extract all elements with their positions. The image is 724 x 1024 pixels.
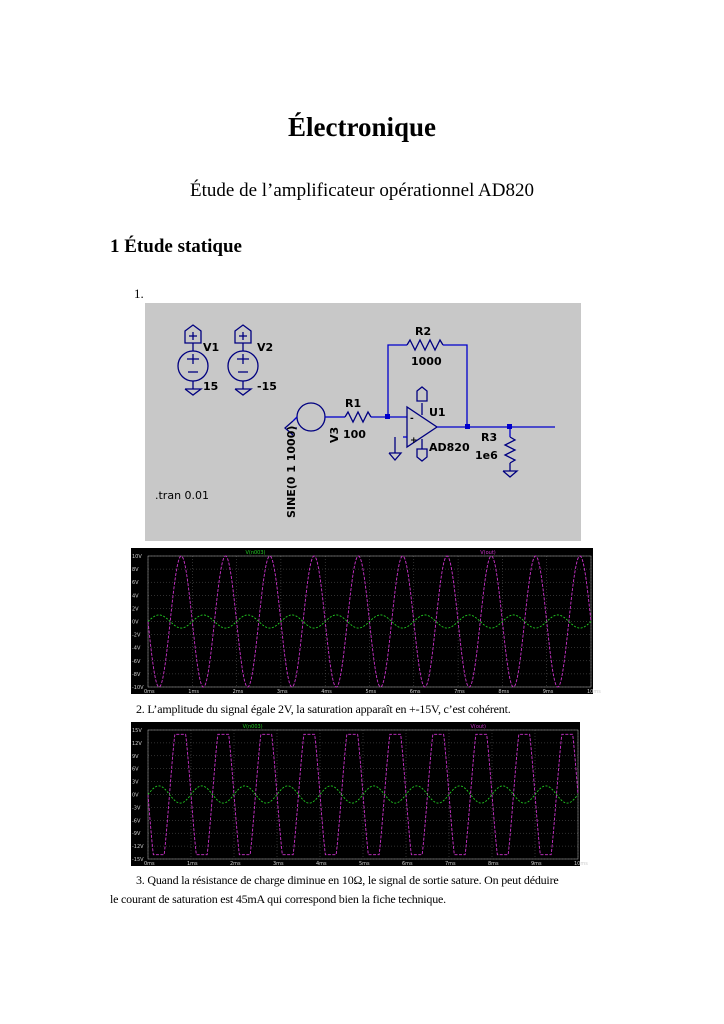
r1-label: R1 [345,397,362,410]
x-tick-label: 6ms [402,861,413,867]
y-tick-label: -3V [132,805,141,812]
opamp-u1 [389,387,470,461]
u1-label: U1 [429,406,446,419]
y-tick-label: -15V [132,857,144,863]
y-tick-label: 0V [132,792,139,799]
x-tick-label: 4ms [321,689,332,695]
x-tick-label: 5ms [359,861,370,867]
y-tick-label: 9V [132,753,139,760]
y-tick-label: -10V [132,685,144,691]
x-tick-label: 1ms [188,689,199,695]
x-tick-label: 2ms [232,689,244,695]
circuit-schematic [145,303,581,541]
x-tick-label: 9ms [542,689,554,695]
legend-output: V(out) [480,550,496,556]
x-tick-label: 7ms [454,689,465,695]
item-3-text-line-2: le courant de saturation est 45mA qui correspond bien la fiche technique. [110,892,446,906]
resistor-r2 [407,325,443,368]
r3-value: 1e6 [475,449,498,462]
item-2-text: 2. L’amplitude du signal égale 2V, la saturation apparaît en +-15V, c’est cohérent. [136,702,511,716]
voltage-source-v2 [228,325,277,395]
x-tick-label: 4ms [316,861,327,867]
y-tick-label: 8V [132,567,139,574]
v3-value: SINE(0 1 1000) [285,425,298,518]
item-number-1: 1. [134,286,144,301]
y-tick-label: -2V [132,632,141,639]
y-tick-label: 4V [132,593,139,600]
y-tick-label: -4V [132,645,141,652]
svg-text:-: - [410,414,414,424]
resistor-r3 [475,427,517,477]
legend-output: V(out) [470,724,487,730]
x-tick-label: 0ms [144,861,155,867]
x-tick-label: 6ms [409,689,421,695]
x-tick-label: 2ms [230,861,241,867]
legend-input: V(n003) [242,724,263,730]
document-subtitle: Étude de l’amplificateur opérationnel AD820 [190,180,534,201]
y-tick-label: 6V [132,766,139,773]
v2-value: -15 [257,380,277,393]
waveform-plot-2 [131,722,588,867]
resistor-r1 [343,397,371,441]
r1-value: 100 [343,428,366,441]
x-tick-label: 10ms [587,689,601,695]
y-tick-label: 2V [132,606,139,613]
x-tick-label: 8ms [488,861,499,867]
r2-value: 1000 [411,355,442,368]
r2-label: R2 [415,325,432,338]
legend-input: V(n003) [245,550,266,556]
y-tick-label: 0V [132,619,139,626]
y-tick-label: -6V [132,818,141,825]
voltage-source-v1 [178,325,219,395]
x-tick-label: 0ms [144,689,155,695]
voltage-source-v3 [285,403,341,518]
y-tick-label: 6V [132,580,139,587]
u1-model: AD820 [429,441,470,454]
x-tick-label: 9ms [531,861,542,867]
v2-label: V2 [257,341,274,354]
x-tick-label: 1ms [187,861,198,867]
svg-text:+: + [410,436,418,446]
x-tick-label: 10ms [574,861,588,867]
y-tick-label: -6V [132,658,141,665]
sim-directive: .tran 0.01 [155,489,210,502]
document-title: Électronique [288,112,436,142]
y-tick-label: 12V [132,740,142,747]
x-tick-label: 3ms [273,861,284,867]
item-3-text-line-1: 3. Quand la résistance de charge diminue en 10Ω, le signal de sortie sature. On peut déduire [136,873,559,887]
v3-label: V3 [328,426,341,443]
y-tick-label: 10V [132,554,142,560]
x-tick-label: 3ms [276,689,288,695]
x-tick-label: 7ms [445,861,456,867]
waveform-plot-1 [131,548,601,695]
x-tick-label: 8ms [498,689,510,695]
x-tick-label: 5ms [365,689,377,695]
y-tick-label: 3V [132,779,139,786]
r3-label: R3 [481,431,498,444]
v1-value: 15 [203,380,219,393]
y-tick-label: 15V [132,728,142,734]
y-tick-label: -9V [132,831,141,838]
section-heading: 1 Étude statique [110,236,242,257]
y-tick-label: -8V [132,671,141,678]
v1-label: V1 [203,341,220,354]
y-tick-label: -12V [132,844,144,851]
